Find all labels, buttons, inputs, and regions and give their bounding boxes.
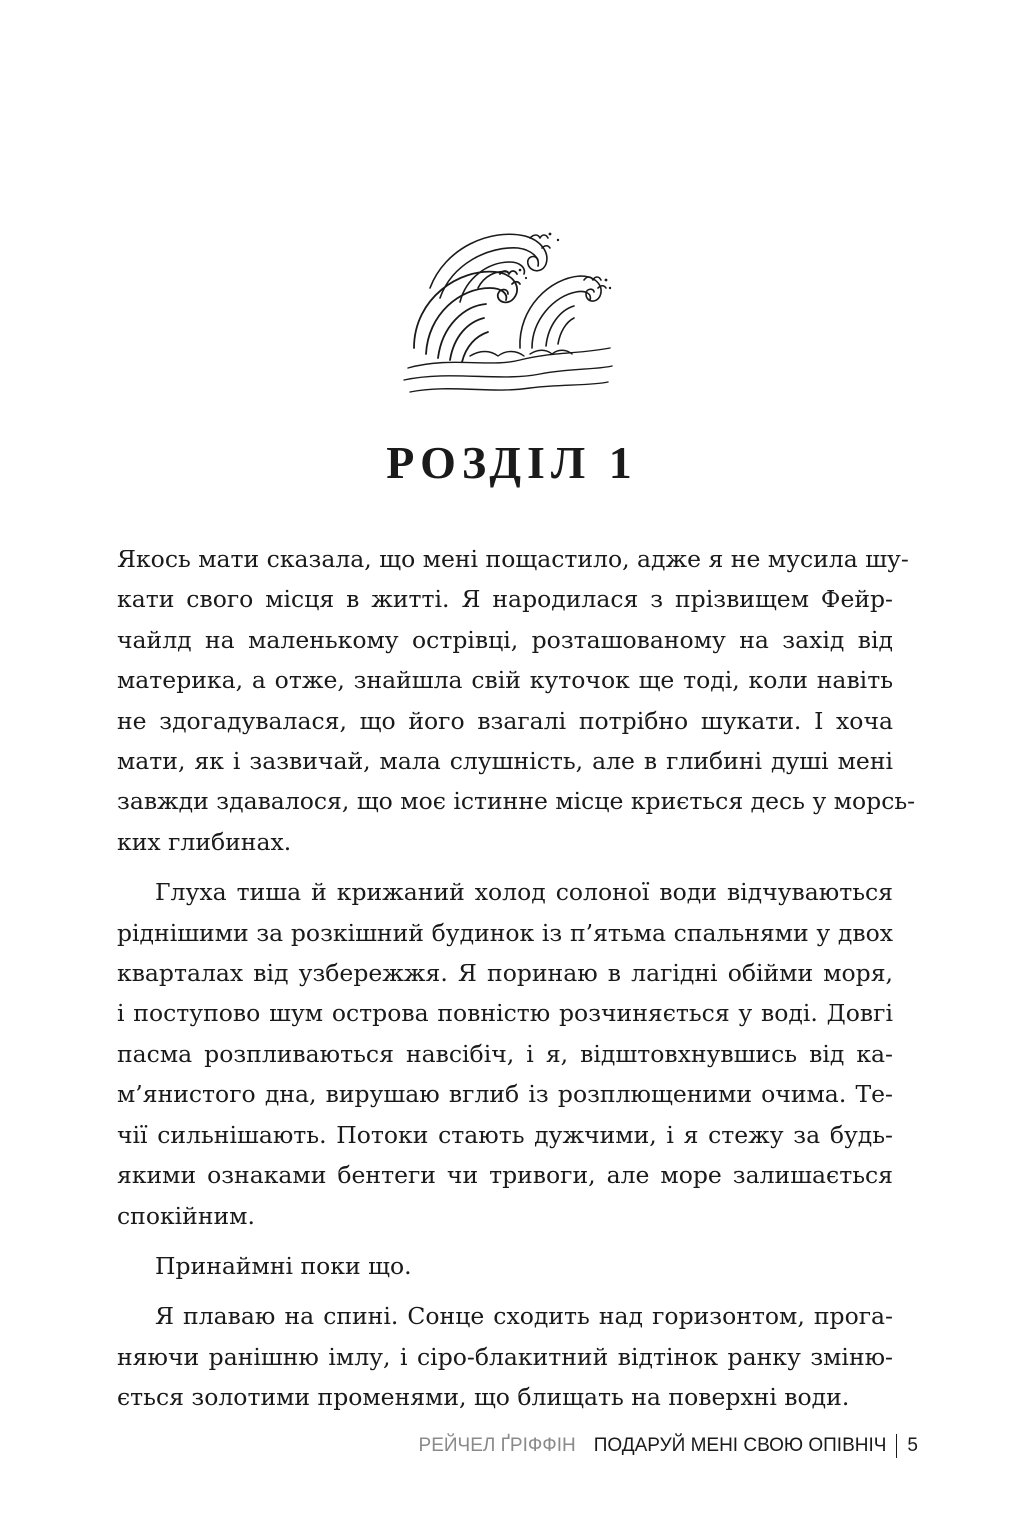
text-line: не здогадувалася, що його взагалі потрібно шукати. І хоча [117, 706, 893, 735]
right-wave [520, 276, 606, 348]
text-line: завжди здавалося, що моє істинне місце криється десь у морсь- [117, 787, 916, 816]
text-line: ріднішими за розкішний будинок із п’ятьма спальнями у двох [117, 918, 893, 947]
back-wave [430, 234, 550, 302]
paragraph [117, 539, 916, 862]
page-number: 5 [907, 1435, 918, 1456]
footer-divider [896, 1434, 897, 1458]
text-line: якими ознаками бентеги чи тривоги, але море залишається [117, 1161, 893, 1190]
text-line: материка, а отже, знайшла свій куточок ще тоді, коли навіть [117, 666, 893, 695]
text-line: ється золотими променями, що блищать на поверхні води. [117, 1383, 850, 1412]
text-line: і поступово шум острова повністю розчиняється у воді. Довгі [117, 999, 893, 1028]
paragraph [117, 1246, 893, 1286]
text-line: кати свого місця в житті. Я народилася з прізвищем Фейр- [117, 585, 893, 614]
water-lines [404, 348, 612, 392]
text-line: Я плаваю на спині. Сонце сходить над горизонтом, прога- [155, 1302, 893, 1331]
text-line: ких глибинах. [117, 827, 292, 856]
text-line: пасма розпливаються навсібіч, і я, відштовхнувшись від ка- [117, 1039, 893, 1068]
text-line: Принаймні поки що. [155, 1251, 412, 1280]
text-line: няючи ранішню імлу, і сіро-блакитний відтінок ранку зміню- [117, 1342, 893, 1371]
running-footer [419, 1434, 918, 1458]
great-wave-icon [400, 228, 616, 396]
chapter-title: РОЗДІЛ 1 [386, 437, 638, 488]
foam-dots [519, 233, 612, 290]
chapter-body [117, 539, 916, 1428]
paragraph [117, 1296, 893, 1417]
text-line: кварталах від узбережжя. Я поринаю в лагідні обійми моря, [117, 959, 893, 988]
footer-author: РЕЙЧЕЛ ҐРІФФІН [418, 1435, 576, 1456]
text-line: чайлд на маленькому острівці, розташованому на захід від [117, 625, 893, 654]
text-line: чії сильнішають. Потоки стають дужчими, і я стежу за будь- [117, 1120, 893, 1149]
text-line: м’янистого дна, вирушаю вглиб із розплющеними очима. Те- [117, 1080, 893, 1109]
text-line: спокійним. [117, 1201, 255, 1230]
text-line: Якось мати сказала, що мені пощастило, адже я не мусила шу- [117, 545, 909, 573]
text-line: мати, як і зазвичай, мала слушність, але в глибині душі мені [117, 747, 893, 776]
footer-book-title: ПОДАРУЙ МЕНІ СВОЮ ОПІВНІЧ [593, 1435, 887, 1456]
text-line: Глуха тиша й крижаний холод солоної води відчуваються [155, 878, 893, 907]
paragraph [117, 872, 893, 1236]
